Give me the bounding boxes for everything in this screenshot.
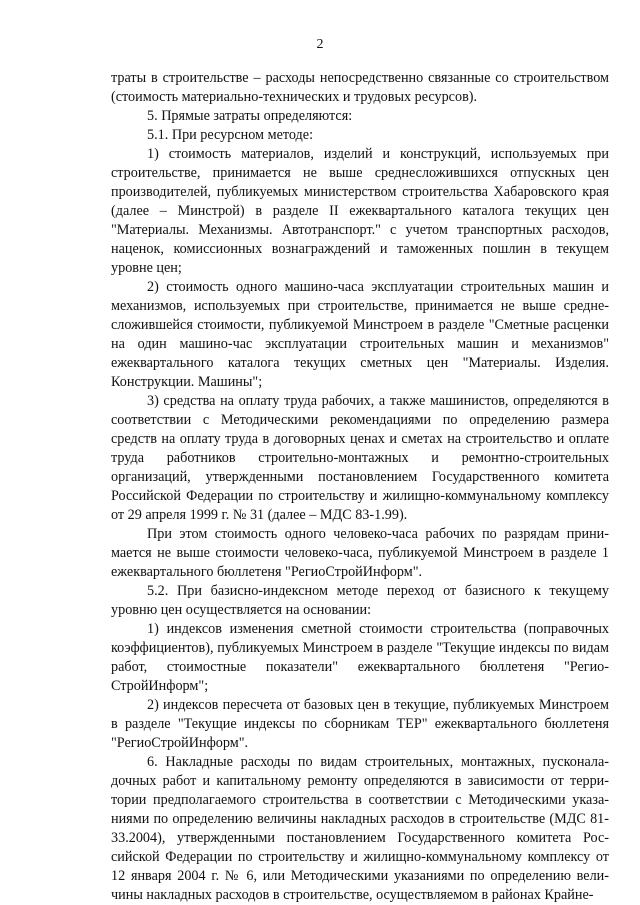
paragraph-conversion-indices: 2) индексов пересчета от базовых цен в текущие, публикуемых Минстроем в разделе "Текущие индексы по сборникам ТЕР" ежеквартального бюллетеня "РегиоСтройИнформ". (111, 697, 609, 751)
paragraph-machine-hour-cost: 2) стоимость одного машино-часа эксплуатации строительных машин и механизмов, используемых при строительстве, принимается не выше среднесложившейся стоимости, публикуемой Минстроем в разделе "Сметные расценки на один машино-час эксплуатации строительных машин и механизмов" ежеквартального каталога текущих сметных цен "Материалы. Изделия. Конструкции. Машины"; (111, 279, 609, 390)
paragraph-labor-payment: 3) средства на оплату труда рабочих, а также машинистов, определяются в соответствии с Методическими рекомендациями по определению размера средств на оплату труда в договорных ценах и сметах на строительство и оплате труда работников строительно-монтажных и ремонтно-строительных организаций, утвержденными постановлением Государственного комитета Российской Федерации по строительству и жилищно-коммунальному комплексу от 29 апреля 1999 г. № 31 (далее – МДС 83-1.99). (111, 393, 609, 523)
paragraph-item-5-1: 5.1. При ресурсном методе: (147, 127, 314, 143)
page-number: 2 (316, 37, 324, 52)
body-text (111, 69, 609, 905)
paragraph-item-5-2: 5.2. При базисно-индексном методе переход от базисного к текущему уровню цен осуществляется на основании: (111, 583, 609, 618)
paragraph-man-hour-cost: При этом стоимость одного человеко-часа рабочих по разрядам принимается не выше стоимости человеко-часа, публикуемой Минстроем в разделе 1 ежеквартального бюллетеня "РегиоСтройИнформ". (111, 526, 609, 580)
paragraph-materials-cost: 1) стоимость материалов, изделий и конструкций, используемых при строительстве, принимается не выше среднесложившихся отпускных цен производителей, публикуемых министерством строительства Хабаровского края (далее – Минстрой) в разделе II ежеквартального каталога текущих цен "Материалы. Механизмы. Автотранспорт." с учетом транспортных расходов, наценок, комиссионных вознаграждений и таможенных пошлин в текущем уровне цен; (111, 146, 609, 276)
paragraph-item-5: 5. Прямые затраты определяются: (147, 108, 353, 124)
paragraph-continuation: траты в строительстве – расходы непосредственно связанные со строительством (стоимость материально-технических и трудовых ресурсов). (111, 70, 609, 105)
paragraph-cost-indices: 1) индексов изменения сметной стоимости строительства (поправочных коэффициентов), публикуемых Минстроем в разделе "Текущие индексы по видам работ, стоимостные показатели" ежеквартального бюллетеня "РегиоСтройИнформ"; (111, 621, 609, 694)
paragraph-item-6-overhead: 6. Накладные расходы по видам строительных, монтажных, пусконаладочных работ и капитальному ремонту определяются в зависимости от территории предполагаемого строительства в соответствии с Методическими указаниями по определению величины накладных расходов в строительстве (МДС 81-33.2004), утвержденными постановлением Государственного комитета Российской Федерации по строительству и жилищно-коммунальному комплексу от 12 января 2004 г. № 6, или Методическими указаниями по определению величины накладных расходов в строительстве, осуществляемом в районах Крайне- (111, 754, 609, 903)
